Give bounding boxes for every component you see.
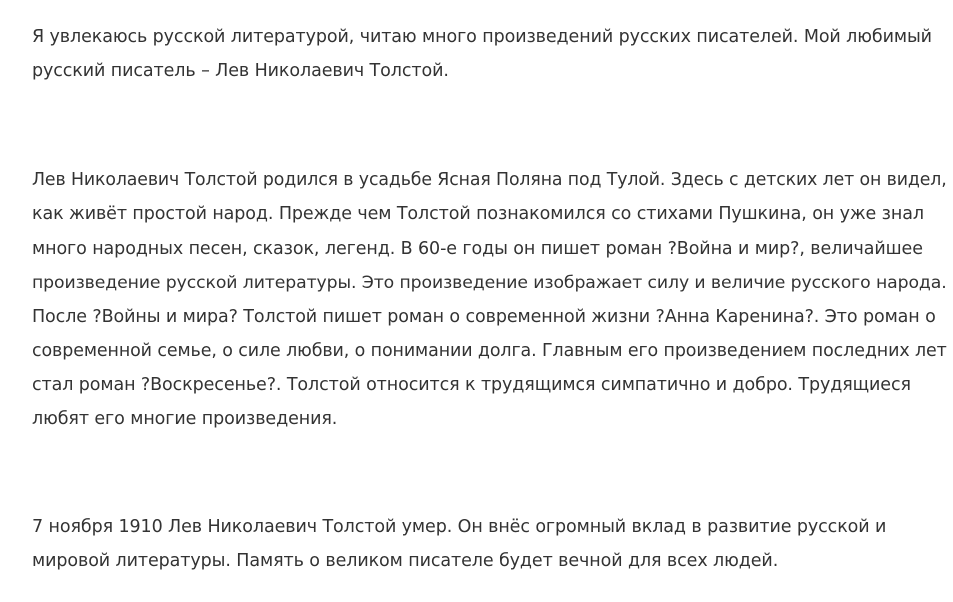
text-line: произведение русской литературы. Это произведение изображает силу и величие русского народа. (32, 273, 947, 293)
text-line: много народных песен, сказок, легенд. В 60-е годы он пишет роман ?Война и мир?, величайшее (32, 239, 923, 259)
text-line: стал роман ?Воскресенье?. Толстой относится к трудящимся симпатично и добро. Трудящиеся (32, 375, 911, 395)
text-line: После ?Войны и мира? Толстой пишет роман о современной жизни ?Анна Каренина?. Это роман о (32, 307, 936, 327)
text-line: как живёт простой народ. Прежде чем Толстой познакомился со стихами Пушкина, он уже знал (32, 204, 924, 224)
text-line: Лев Николаевич Толстой родился в усадьбе Ясная Поляна под Тулой. Здесь с детских лет он видел, (32, 170, 947, 190)
text-line: мировой литературы. Память о великом писателе будет вечной для всех людей. (32, 551, 779, 571)
text-line: 7 ноября 1910 Лев Николаевич Толстой умер. Он внёс огромный вклад в развитие русской и (32, 517, 887, 537)
text-line: русский писатель – Лев Николаевич Толстой. (32, 61, 449, 81)
text-line: современной семье, о силе любви, о понимании долга. Главным его произведением последних лет (32, 341, 947, 361)
text-line: Я увлекаюсь русской литературой, читаю много произведений русских писателей. Мой любимый (32, 27, 932, 47)
text-line: любят его многие произведения. (32, 409, 338, 429)
